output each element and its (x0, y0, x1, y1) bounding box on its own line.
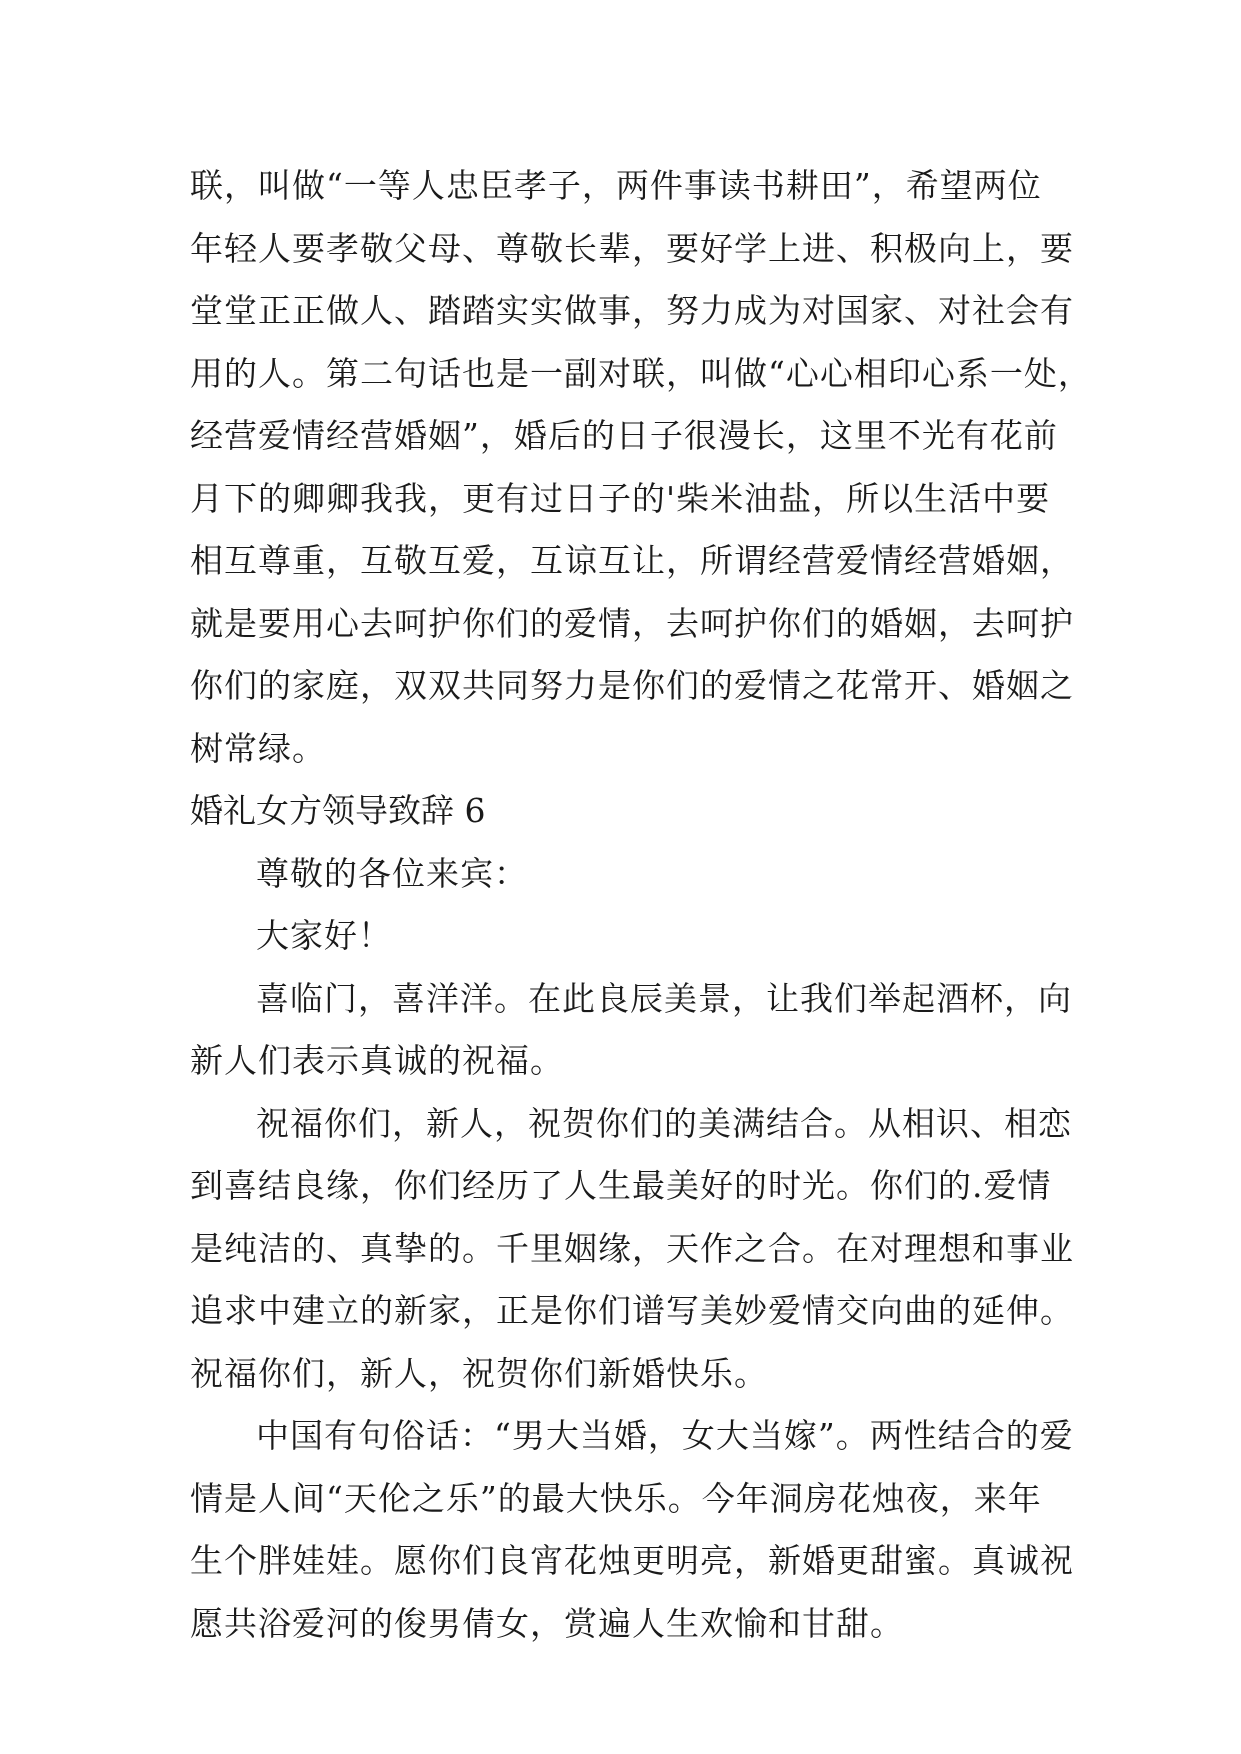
section-title: 婚礼女方领导致辞 6 (190, 791, 486, 830)
paragraph-3 (190, 1405, 1074, 1655)
text-line: 堂堂正正做人、踏踏实实做事，努力成为对国家、对社会有 (190, 291, 1074, 330)
text-line: 联，叫做“一等人忠臣孝子，两件事读书耕田”，希望两位 (190, 166, 1042, 205)
text-line: 到喜结良缘，你们经历了人生最美好的时光。你们的.爱情 (190, 1166, 1052, 1205)
text-line: 祝福你们，新人，祝贺你们新婚快乐。 (190, 1353, 768, 1393)
salutation: 尊敬的各位来宾： (256, 853, 528, 893)
text-line: 用的人。第二句话也是一副对联，叫做“心心相印心系一处， (190, 353, 1092, 393)
text-line: 年轻人要孝敬父母、尊敬长辈，要好学上进、积极向上，要 (190, 228, 1074, 268)
text-line: 树常绿。 (190, 728, 326, 768)
text-line: 生个胖娃娃。愿你们良宵花烛更明亮，新婚更甜蜜。真诚祝 (190, 1541, 1074, 1580)
paragraph-2 (190, 1093, 1074, 1406)
text-line: 中国有句俗话：“男大当婚，女大当嫁”。两性结合的爱 (256, 1416, 1074, 1455)
greeting: 大家好！ (256, 916, 392, 955)
text-line: 祝福你们，新人，祝贺你们的美满结合。从相识、相恋 (256, 1103, 1072, 1143)
text-line: 情是人间“天伦之乐”的最大快乐。今年洞房花烛夜，来年 (190, 1478, 1042, 1518)
text-line: 是纯洁的、真挚的。千里姻缘，天作之合。在对理想和事业 (190, 1228, 1074, 1268)
continuation-paragraph (190, 155, 1092, 780)
text-line: 你们的家庭，双双共同努力是你们的爱情之花常开、婚姻之 (190, 666, 1074, 705)
text-line: 喜临门，喜洋洋。在此良辰美景，让我们举起酒杯，向 (256, 978, 1072, 1018)
paragraph-1 (190, 968, 1070, 1093)
text-line: 愿共浴爱河的俊男倩女，赏遍人生欢愉和甘甜。 (190, 1603, 904, 1643)
text-line: 经营爱情经营婚姻”，婚后的日子很漫长，这里不光有花前 (190, 416, 1058, 455)
text-line: 追求中建立的新家，正是你们谱写美妙爱情交向曲的延伸。 (190, 1291, 1074, 1330)
text-line: 就是要用心去呵护你们的爱情，去呵护你们的婚姻，去呵护 (190, 603, 1074, 643)
text-line: 月下的卿卿我我，更有过日子的'柴米油盐，所以生活中要 (190, 478, 1051, 518)
document-body (190, 155, 1092, 1655)
text-line: 新人们表示真诚的祝福。 (190, 1041, 564, 1080)
text-line: 相互尊重，互敬互爱，互谅互让，所谓经营爱情经营婚姻， (190, 541, 1074, 580)
